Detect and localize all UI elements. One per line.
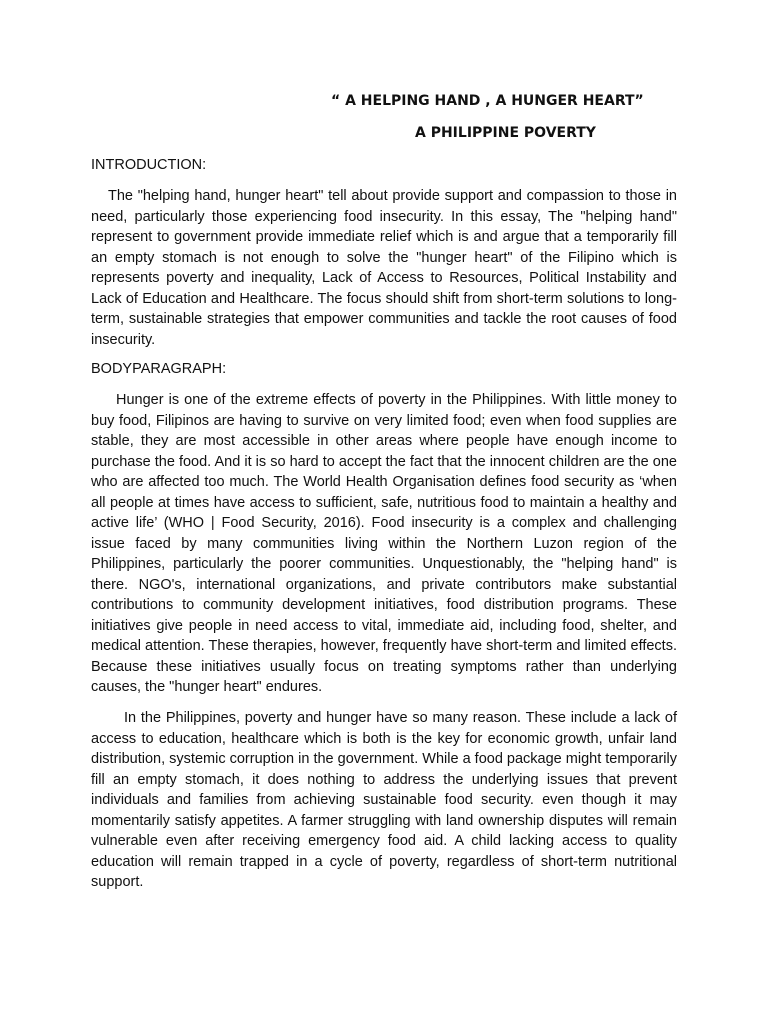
document-title: “ A HELPING HAND , A HUNGER HEART” — [331, 93, 644, 109]
document-subtitle: A PHILIPPINE POVERTY — [415, 125, 596, 141]
introduction-heading: INTRODUCTION: — [91, 157, 207, 173]
body-paragraph-2: In the Philippines, poverty and hunger have so many reason. These include a lack of access to education, healthcare which is both is the key for economic growth, unfair land distribution, systemic corruption in the government. While a food package might temporarily fill an empty stomach, it does nothing to address the underlying issues that prevent individuals and families from achieving sustainable food security. even though it may momentarily satisfy appetites. A farmer struggling with land ownership disputes will remain vulnerable even after receiving emergency food aid. A child lacking access to quality education will remain trapped in a cycle of poverty, regardless of short-term nutritional support. — [91, 710, 677, 890]
body-paragraph-heading: BODYPARAGRAPH: — [91, 361, 227, 377]
introduction-paragraph: The "helping hand, hunger heart" tell about provide support and compassion to those in need, particularly those experiencing food insecurity. In this essay, The "helping hand" represent to government provide immediate relief which is and argue that a temporarily fill an empty stomach is not enough to solve the "hunger heart" of the Filipino which is represents poverty and inequality, Lack of Access to Resources, Political Instability and Lack of Education and Healthcare. The focus should shift from short-term solutions to long-term, sustainable strategies that empower communities and tackle the root causes of food insecurity. — [91, 188, 677, 348]
body-paragraph-1: Hunger is one of the extreme effects of poverty in the Philippines. With little money to buy food, Filipinos are having to survive on very limited food; even when food supplies are stable, they are most accessible in other areas where people have enough income to purchase the food. And it is so hard to accept the fact that the innocent children are the one who are affected too much. The World Health Organisation defines food security as ‘when all people at times have access to sufficient, safe, nutritious food to maintain a healthy and active life’ (WHO | Food Security, 2016). Food insecurity is a complex and challenging issue faced by many communities living within the Northern Luzon region of the Philippines, particularly the poorer communities. Unquestionably, the "helping hand" is there. NGO's, international organizations, and private contributors make substantial contributions to community development initiatives, food distribution programs. These initiatives give people in need access to vital, immediate aid, including food, shelter, and medical attention. These therapies, however, frequently have short-term and limited effects. Because these initiatives usually focus on treating symptoms rather than underlying causes, the "hunger heart" endures. — [91, 392, 677, 695]
